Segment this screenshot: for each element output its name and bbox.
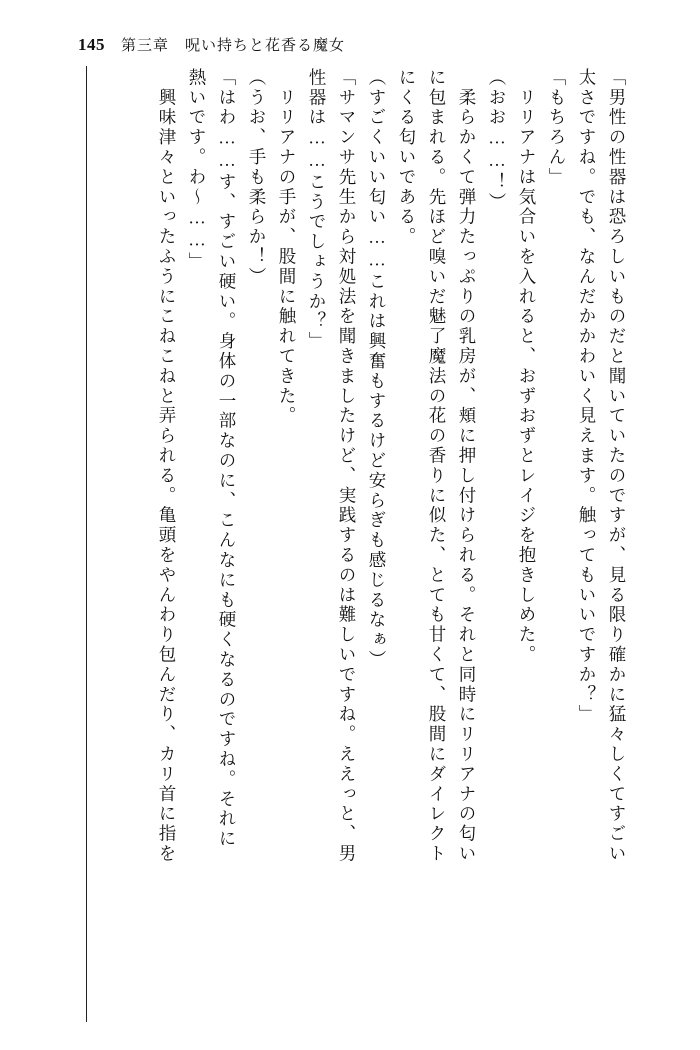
text-line: 「もちろん」 <box>547 68 567 188</box>
text-line: 熱いです。わ～……」 <box>187 68 207 272</box>
text-line: リリアナの手が、股間に触れてきた。 <box>277 68 297 427</box>
page-number: 145 <box>78 35 105 54</box>
text-line: に包まれる。先ほど嗅いだ魅了魔法の花の香りに似た、とても甘くて、股間にダイレクト <box>427 68 447 864</box>
text-line: にくる匂いである。 <box>397 68 417 248</box>
text-line: 太さですね。でも、なんだかかわいく見えます。触ってもいいですか？」 <box>577 68 597 725</box>
text-line: 「サマンサ先生から対処法を聞きましたけど、実践するのは難しいですね。ええっと、男 <box>337 68 357 864</box>
body-text-block <box>92 68 632 1018</box>
text-line: （すごくいい匂い……これは興奮もするけど安らぎも感じるなぁ） <box>367 68 387 670</box>
text-line: 柔らかくて弾力たっぷりの乳房が、頬に押し付けられる。それと同時にリリアナの匂い <box>457 68 477 864</box>
chapter-running-head: 第三章 呪い持ちと花香る魔女 <box>121 38 346 54</box>
text-line: （おお……！） <box>487 68 507 213</box>
text-line: 「はわ……す、すごい硬い。身体の一部なのに、こんなにも硬くなるのですね。それに <box>217 68 237 850</box>
text-line: 興味津々といったふうにこねこねと弄られる。亀頭をやんわり包んだり、カリ首に指を <box>157 68 177 864</box>
text-line: 性器は……こうでしょうか？」 <box>307 68 327 352</box>
page-header <box>78 34 345 55</box>
text-line: リリアナは気合いを入れると、おずおずとレイジを抱きしめた。 <box>517 68 537 665</box>
text-line: 「男性の性器は恐ろしいものだと聞いていたのですが、見る限り確かに猛々しくてすごい <box>607 68 627 864</box>
vertical-rule-divider <box>86 66 87 1022</box>
text-line: （うお、手も柔らか！） <box>247 68 267 287</box>
